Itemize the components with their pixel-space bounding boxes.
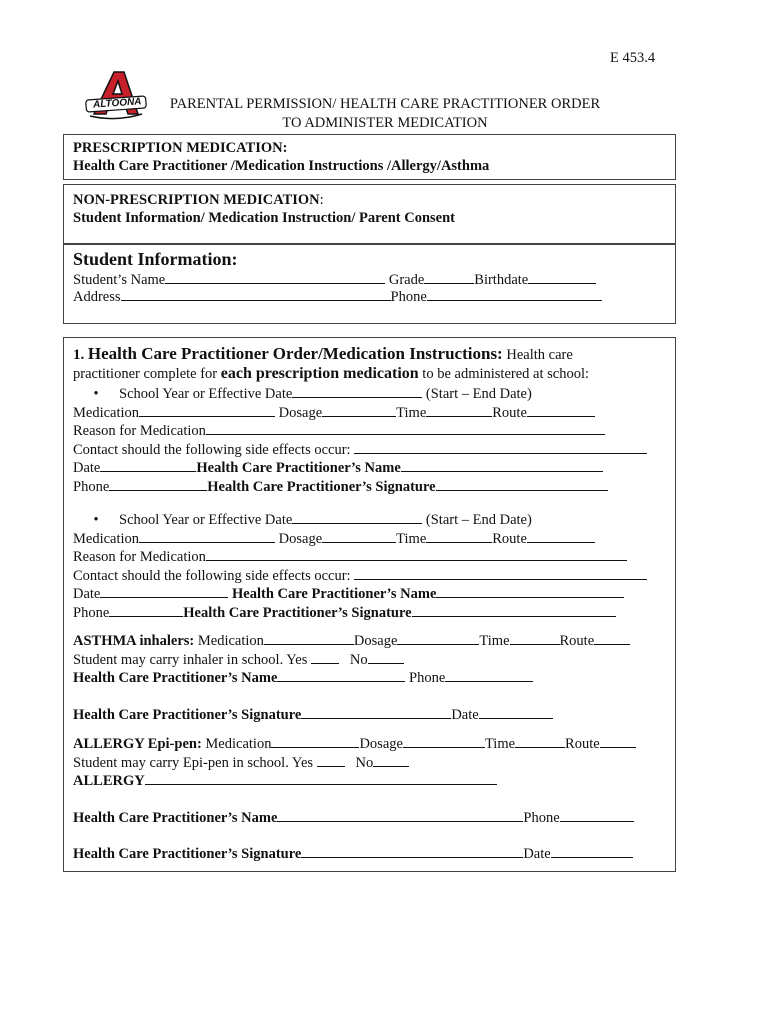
med2-phone-row [73,604,647,623]
instr-part-a: practitioner complete for [73,366,218,382]
medication-label: Medication [73,404,140,421]
allergy-hcp-signature-label: Health Care Practitioner’s Signature [73,846,302,863]
allergy-hcp-name-field[interactable] [277,809,523,822]
med2-hcp-name-field[interactable] [436,585,624,598]
student-info-heading: Student Information: [73,249,238,269]
section1-number: 1. [73,347,85,363]
asthma-time-field[interactable] [510,632,560,645]
student-info-box [63,244,676,324]
allergy-name-row [73,772,636,791]
start-end-label: (Start – End Date) [425,386,532,402]
date-label: Date [73,586,101,603]
med2-reason-field[interactable] [206,548,627,561]
reason-label: Reason for Medication [73,549,206,566]
med2-date-row [73,585,647,604]
med1-medication-field[interactable] [139,404,275,417]
asthma-hcp-name-label: Health Care Practitioner’s Name [73,670,278,687]
med2-contact-field[interactable] [354,567,647,580]
asthma-yes-field[interactable] [311,651,339,664]
nonprescription-heading [73,192,324,209]
student-name-label: Student’s Name [73,272,166,288]
allergy-allergy-label: ALLERGY [73,773,145,790]
med1-reason-field[interactable] [206,422,605,435]
nonprescription-subheading: Student Information/ Medication Instruction/ Parent Consent [73,210,455,226]
school-year-label: School Year or Effective Date [119,386,293,402]
birthdate-field[interactable] [528,271,596,284]
med1-route-field[interactable] [527,404,595,417]
allergy-carry-row [73,754,636,773]
allergy-phone-label: Phone [523,809,560,826]
route-label: Route [492,530,527,547]
bullet-icon: • [93,386,99,402]
grade-label: Grade [388,272,425,288]
section1-heading [73,344,573,364]
address-field[interactable] [121,288,391,301]
med2-school-year-row [73,511,647,530]
med2-hcp-signature-field[interactable] [412,604,616,617]
asthma-signature-row [73,706,630,725]
allergy-yes-field[interactable] [317,754,345,767]
allergy-medication-label: Medication [205,736,272,752]
asthma-carry-row [73,651,630,670]
school-year-label: School Year or Effective Date [119,512,293,528]
allergy-carry-label: Student may carry Epi-pen in school. Yes [73,754,314,771]
med2-route-field[interactable] [527,530,595,543]
title-line-1: PARENTAL PERMISSION/ HEALTH CARE PRACTITIONER ORDER [169,96,601,112]
section1-instructions [73,365,589,383]
reason-label: Reason for Medication [73,423,206,440]
asthma-hcp-row [73,669,630,688]
allergy-time-field[interactable] [515,735,565,748]
section1-heading-tail: Health care [506,347,573,363]
contact-label: Contact should the following side effects occur: [73,567,351,584]
allergy-time-label: Time [484,736,516,752]
nonprescription-colon: : [319,192,324,208]
allergy-route-field[interactable] [600,735,636,748]
allergy-block [73,735,636,864]
asthma-no-field[interactable] [368,651,404,664]
med1-contact-row [73,441,647,460]
address-label: Address [73,289,121,305]
allergy-route-label: Route [565,736,600,752]
med2-date-field[interactable] [100,585,228,598]
asthma-medication-row [73,632,630,651]
nonprescription-box [63,184,676,244]
phone-label: Phone [73,478,110,495]
student-name-row [73,271,596,290]
asthma-date-label: Date [451,706,479,723]
hcp-name-label: Health Care Practitioner’s Name [232,586,437,603]
nonprescription-heading-text: NON-PRESCRIPTION MEDICATION [73,192,320,208]
allergy-label: ALLERGY Epi-pen: [73,736,202,752]
contact-label: Contact should the following side effects occur: [73,441,351,458]
allergy-no-label: No [355,754,374,771]
med2-dosage-field[interactable] [322,530,396,543]
phone-label: Phone [73,604,110,621]
allergy-hcp-signature-field[interactable] [301,845,523,858]
date-label: Date [73,460,101,477]
hcp-signature-label: Health Care Practitioner’s Signature [183,604,412,621]
prescription-subheading: Health Care Practitioner /Medication Instructions /Allergy/Asthma [73,158,490,174]
start-end-label: (Start – End Date) [425,512,532,528]
form-title [0,95,770,133]
med1-school-year-row [73,385,647,404]
logo-text: ALTOONA [92,96,142,111]
instr-part-b: each prescription medication [220,365,419,382]
allergy-dosage-label: Dosage [359,736,403,752]
allergy-hcp-name-label: Health Care Practitioner’s Name [73,809,278,826]
med2-contact-row [73,567,647,586]
dosage-label: Dosage [278,530,323,547]
asthma-dosage-label: Dosage [353,633,398,649]
grade-field[interactable] [424,271,474,284]
title-line-2: TO ADMINISTER MEDICATION [282,115,488,131]
route-label: Route [492,404,527,421]
asthma-phone-label: Phone [409,670,446,687]
asthma-label: ASTHMA inhalers: [73,633,195,649]
med1-dosage-field[interactable] [322,404,396,417]
med1-hcp-signature-field[interactable] [436,478,608,491]
med1-hcp-name-field[interactable] [401,459,603,472]
asthma-time-label: Time [479,633,510,649]
allergy-phone-field[interactable] [560,809,634,822]
med1-time-field[interactable] [426,404,492,417]
med1-phone-row [73,478,647,497]
asthma-route-field[interactable] [594,632,630,645]
asthma-hcp-signature-label: Health Care Practitioner’s Signature [73,706,302,723]
hcp-name-label: Health Care Practitioner’s Name [196,460,401,477]
allergy-field[interactable] [145,772,497,785]
allergy-medication-field[interactable] [271,735,359,748]
med1-date-field[interactable] [100,459,196,472]
asthma-route-label: Route [559,633,595,649]
form-code: E 453.4 [610,50,656,66]
med1-date-row [73,459,647,478]
birthdate-label: Birthdate [474,272,529,288]
asthma-no-label: No [349,651,368,668]
asthma-carry-label: Student may carry inhaler in school. Yes [73,651,308,668]
address-row [73,288,602,307]
instr-part-c: to be administered at school: [422,366,590,382]
time-label: Time [396,530,427,547]
bullet-icon: • [93,512,99,528]
asthma-medication-field[interactable] [264,632,354,645]
med1-school-year-field[interactable] [292,385,422,398]
dosage-label: Dosage [278,404,323,421]
med2-phone-field[interactable] [109,604,183,617]
med2-reason-row [73,548,647,567]
allergy-medication-row [73,735,636,754]
allergy-date-label: Date [523,846,551,863]
asthma-date-field[interactable] [479,706,553,719]
med2-block [73,511,647,623]
hcp-signature-label: Health Care Practitioner’s Signature [207,478,436,495]
med1-phone-field[interactable] [109,478,207,491]
phone-field[interactable] [427,288,602,301]
student-name-field[interactable] [165,271,385,284]
med1-medication-row [73,404,647,423]
asthma-dosage-field[interactable] [397,632,479,645]
asthma-phone-field[interactable] [445,669,533,682]
med1-reason-row [73,422,647,441]
asthma-hcp-signature-field[interactable] [301,706,451,719]
medication-label: Medication [73,530,140,547]
med2-school-year-field[interactable] [292,511,422,524]
allergy-date-field[interactable] [551,845,633,858]
med2-time-field[interactable] [426,530,492,543]
allergy-signature-row [73,845,636,864]
asthma-medication-label: Medication [197,633,264,649]
allergy-dosage-field[interactable] [403,735,485,748]
med1-contact-field[interactable] [354,441,647,454]
phone-label: Phone [390,289,427,305]
asthma-hcp-name-field[interactable] [277,669,405,682]
asthma-block [73,632,630,724]
section1-heading-text: Health Care Practitioner Order/Medication Instructions: [87,344,503,363]
med2-medication-field[interactable] [139,530,275,543]
prescription-heading: PRESCRIPTION MEDICATION: [73,140,288,156]
allergy-no-field[interactable] [373,754,409,767]
med2-medication-row [73,530,647,549]
prescription-box [63,134,676,180]
allergy-hcp-row [73,809,636,828]
med1-block [73,385,647,497]
practitioner-order-box [63,337,676,872]
time-label: Time [396,404,427,421]
